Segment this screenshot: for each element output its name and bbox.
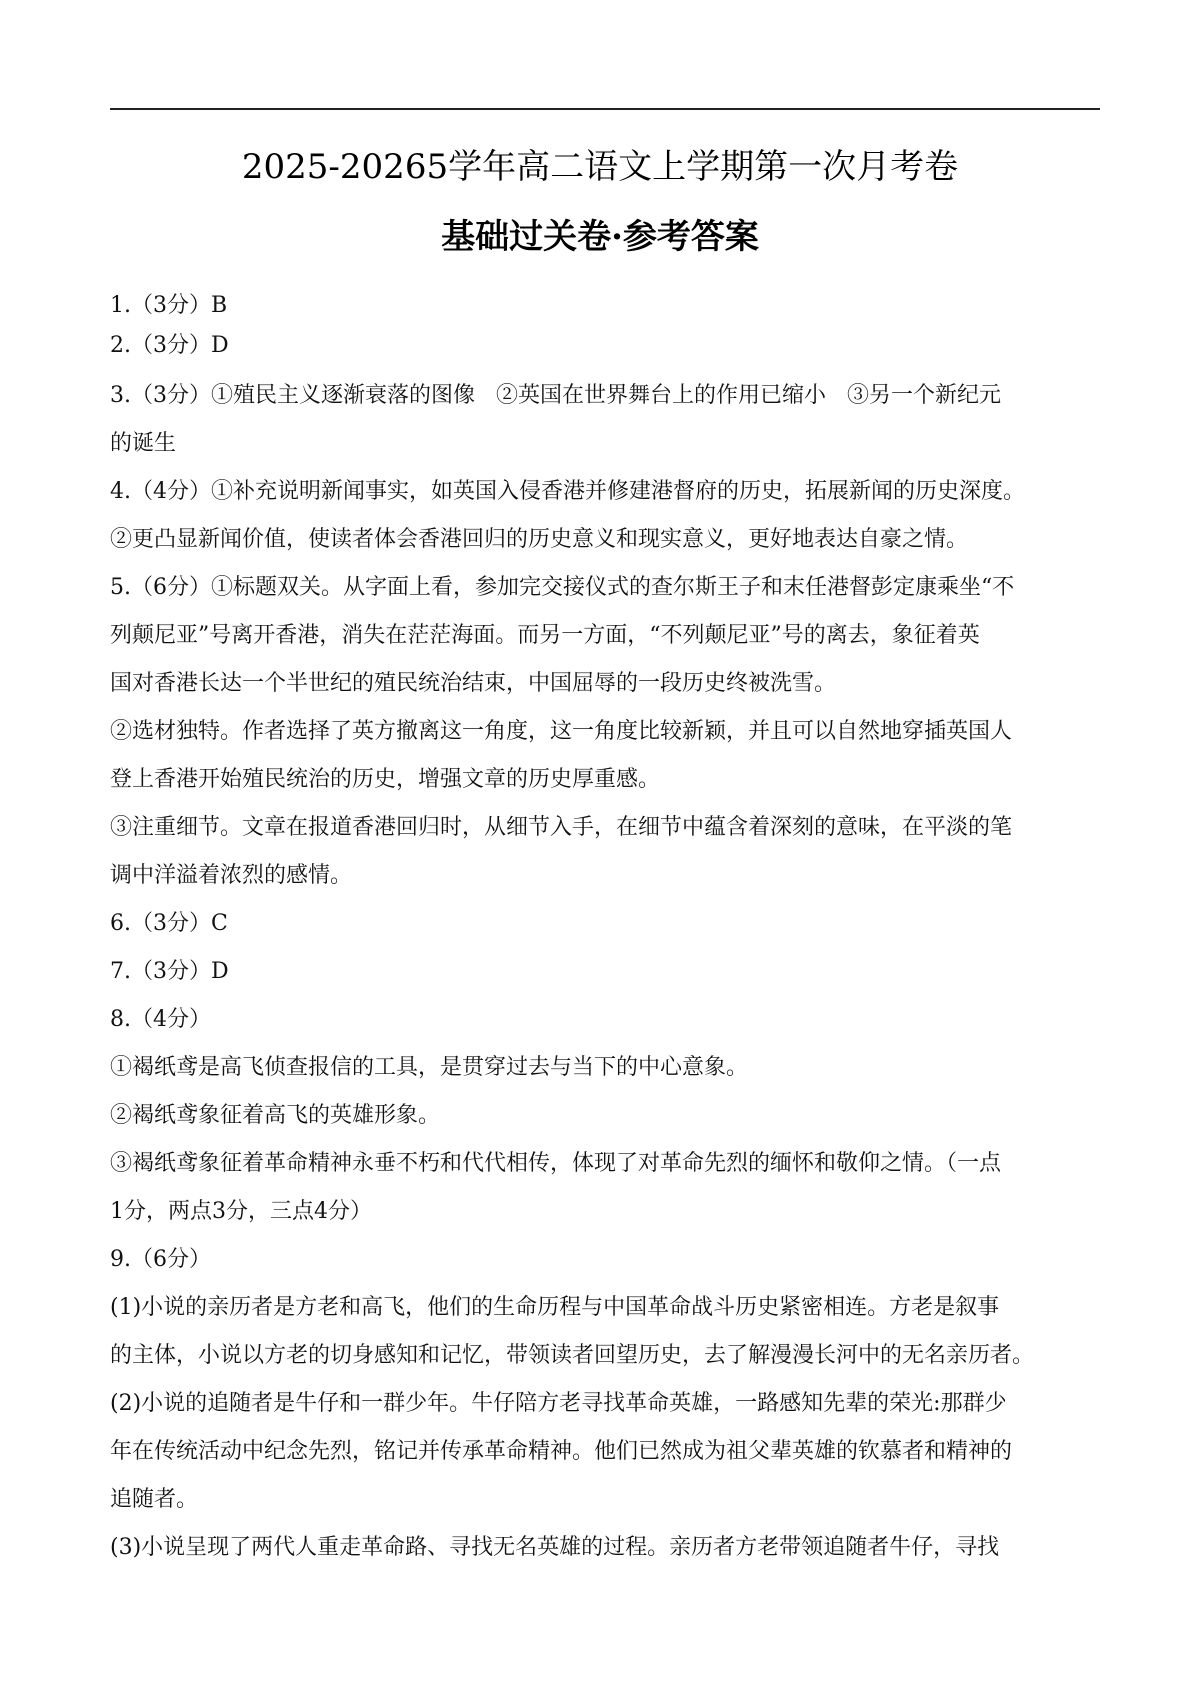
answer-q5-line1: 5.（6分）①标题双关。从字面上看，参加完交接仪式的查尔斯王子和末任港督彭定康乘坐“不: [110, 575, 1015, 600]
answer-q3-line2: 的诞生: [110, 431, 177, 456]
answer-q9-line3: (2)小说的追随者是牛仔和一群少年。牛仔陪方老寻找革命英雄，一路感知先辈的荣光:那群少: [110, 1391, 1007, 1416]
answer-q5-line4: ②选材独特。作者选择了英方撤离这一角度，这一角度比较新颖，并且可以自然地穿插英国人: [110, 719, 1013, 744]
answer-q9-line5: 追随者。: [110, 1487, 199, 1512]
answer-q4-line2: ②更凸显新闻价值，使读者体会香港回归的历史意义和现实意义，更好地表达自豪之情。: [110, 527, 969, 552]
answer-q8: 8.（4分）: [110, 1007, 211, 1032]
answer-q4-line1: 4.（4分）①补充说明新闻事实，如英国入侵香港并修建港督府的历史，拓展新闻的历史深度。: [110, 479, 1025, 504]
answer-q8-line2: ②褐纸鸢象征着高飞的英雄形象。: [110, 1103, 441, 1128]
page-subtitle: 基础过关卷·参考答案: [441, 217, 759, 257]
answer-q9-line4: 年在传统活动中纪念先烈，铭记并传承革命精神。他们已然成为祖父辈英雄的钦慕者和精神的: [110, 1439, 1013, 1464]
page-title: 2025-20265学年高二语文上学期第一次月考卷: [241, 147, 959, 187]
answer-q6: 6.（3分）C: [110, 911, 228, 936]
answer-body: [110, 286, 1100, 1572]
answer-q8-line3: ③褐纸鸢象征着革命精神永垂不朽和代代相传，体现了对革命先烈的缅怀和敬仰之情。（一点: [110, 1151, 1002, 1176]
answer-q9-line1: (1)小说的亲历者是方老和高飞，他们的生命历程与中国革命战斗历史紧密相连。方老是叙事: [110, 1295, 1000, 1320]
answer-q9: 9.（6分）: [110, 1247, 211, 1272]
answer-q8-line4: 1分，两点3分，三点4分）: [110, 1199, 372, 1224]
answer-q5-line5: 登上香港开始殖民统治的历史，增强文章的历史厚重感。: [110, 767, 661, 792]
answer-q9-line2: 的主体，小说以方老的切身感知和记忆，带领读者回望历史，去了解漫漫长河中的无名亲历者。: [110, 1343, 1035, 1368]
answer-q5-line2: 列颠尼亚”号离开香港，消失在茫茫海面。而另一方面，“不列颠尼亚”号的离去，象征着英: [110, 623, 980, 648]
answer-q2: 2.（3分）D: [110, 333, 229, 358]
answer-q7: 7.（3分）D: [110, 959, 229, 984]
answer-q9-line6: (3)小说呈现了两代人重走革命路、寻找无名英雄的过程。亲历者方老带领追随者牛仔，寻找: [110, 1535, 1000, 1560]
answer-q5-line7: 调中洋溢着浓烈的感情。: [110, 863, 353, 888]
answer-q5-line6: ③注重细节。文章在报道香港回归时，从细节入手，在细节中蕴含着深刻的意味，在平淡的笔: [110, 815, 1013, 840]
answer-q3-line1: 3.（3分）①殖民主义逐渐衰落的图像 ②英国在世界舞台上的作用已缩小 ③另一个新纪元: [110, 383, 1001, 408]
top-divider: [110, 108, 1100, 110]
answer-q5-line3: 国对香港长达一个半世纪的殖民统治结束，中国屈辱的一段历史终被洗雪。: [110, 671, 837, 696]
answer-q1: 1.（3分）B: [110, 293, 228, 318]
answer-q8-line1: ①褐纸鸢是高飞侦查报信的工具，是贯穿过去与当下的中心意象。: [110, 1055, 749, 1080]
